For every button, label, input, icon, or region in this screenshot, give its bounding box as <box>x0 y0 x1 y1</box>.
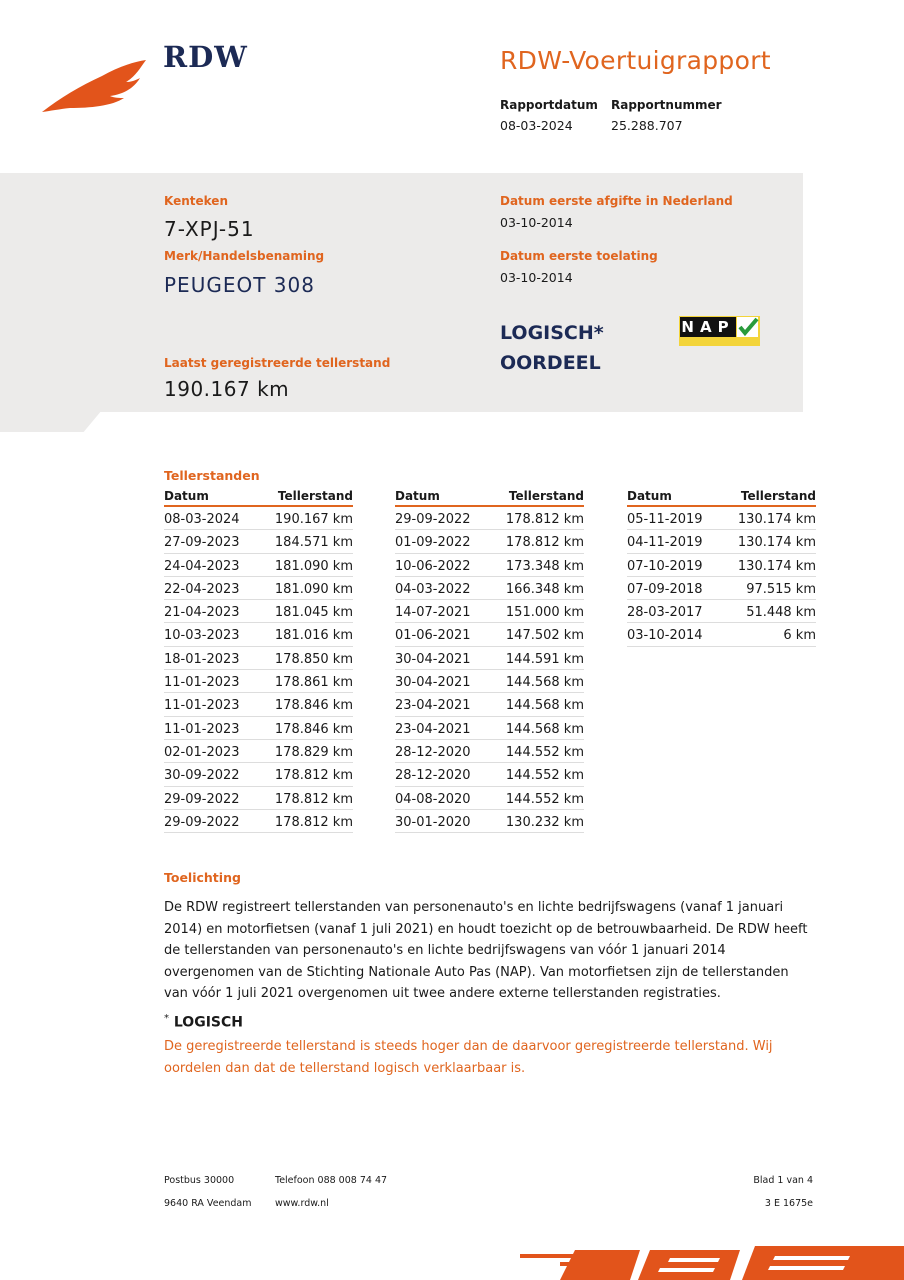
report-date-label: Rapportdatum <box>500 98 598 112</box>
row-date: 28-12-2020 <box>395 744 471 760</box>
row-reading: 190.167 km <box>274 512 353 527</box>
row-reading: 6 km <box>783 628 816 644</box>
row-date: 10-03-2023 <box>164 628 240 644</box>
explanation-text: De RDW registreert tellerstanden van personenauto's en lichte bedrijfswagens (vanaf 1 januari 2014) en motorfietsen (vanaf 1 juli 2021) en houdt toezicht op de betrouwbaarheid. De RDW heeft de tellerstanden van personenauto's en lichte bedrijfswagens van vóór 1 januari 2014 overgenomen van de Stichting Nationale Auto Pas (NAP). Van motorfietsen zijn de tellerstanden van vóór 1 juli 2021 overgenomen uit twee andere externe tellerstanden registraties. <box>164 900 808 1001</box>
table-body <box>164 507 353 833</box>
row-reading: 166.348 km <box>505 581 584 597</box>
row-reading: 181.016 km <box>274 628 353 644</box>
row-reading: 178.812 km <box>505 535 584 551</box>
col-reading-header: Tellerstand <box>508 489 584 503</box>
row-reading: 178.812 km <box>274 768 353 784</box>
plate-label: Kenteken <box>164 194 228 208</box>
first-admission-label: Datum eerste toelating <box>500 249 658 263</box>
row-reading: 178.846 km <box>274 721 353 737</box>
row-reading: 178.861 km <box>274 675 353 691</box>
table-row <box>164 693 353 716</box>
first-nl-date: 03-10-2014 <box>500 215 573 230</box>
row-reading: 184.571 km <box>274 535 353 551</box>
table-row <box>164 810 353 833</box>
row-date: 18-01-2023 <box>164 651 240 667</box>
row-reading: 51.448 km <box>746 605 816 621</box>
table-row <box>164 740 353 763</box>
row-reading: 178.812 km <box>505 512 584 527</box>
row-date: 28-12-2020 <box>395 768 471 784</box>
row-reading: 173.348 km <box>505 558 584 574</box>
table-row <box>395 693 584 716</box>
table-body <box>395 507 584 833</box>
table-row <box>164 623 353 646</box>
row-reading: 144.568 km <box>505 698 584 714</box>
table-row <box>395 507 584 530</box>
row-reading: 178.829 km <box>274 744 353 760</box>
row-reading: 178.812 km <box>274 791 353 807</box>
make-label: Merk/Handelsbenaming <box>164 249 325 263</box>
row-date: 22-04-2023 <box>164 581 240 597</box>
vehicle-make: PEUGEOT 308 <box>164 273 315 297</box>
row-reading: 178.850 km <box>274 651 353 667</box>
footer-code: 3 E 1675e <box>764 1198 813 1209</box>
table-row <box>164 577 353 600</box>
note-asterisk: * <box>164 1013 169 1024</box>
row-date: 21-04-2023 <box>164 605 240 621</box>
col-reading-header: Tellerstand <box>277 489 353 503</box>
col-reading-header: Tellerstand <box>740 489 816 503</box>
row-date: 07-10-2019 <box>627 558 703 574</box>
row-date: 30-04-2021 <box>395 675 471 691</box>
table-row <box>395 647 584 670</box>
row-date: 14-07-2021 <box>395 605 471 621</box>
nap-logo-text: NAP <box>681 318 735 336</box>
rdw-logo: RDW <box>163 40 248 74</box>
col-date-header: Datum <box>395 489 440 503</box>
table-row <box>164 717 353 740</box>
row-date: 23-04-2021 <box>395 698 471 714</box>
row-reading: 144.568 km <box>505 675 584 691</box>
table-row <box>627 600 816 623</box>
row-reading: 178.812 km <box>274 814 353 830</box>
table-row <box>395 554 584 577</box>
table-header <box>627 489 816 507</box>
table-row <box>395 530 584 553</box>
first-admission-date: 03-10-2014 <box>500 270 573 285</box>
row-date: 30-01-2020 <box>395 814 471 830</box>
note-heading <box>164 1013 243 1031</box>
row-date: 24-04-2023 <box>164 558 240 574</box>
row-date: 11-01-2023 <box>164 698 240 714</box>
table-row <box>395 600 584 623</box>
row-date: 01-09-2022 <box>395 535 471 551</box>
row-reading: 144.552 km <box>505 768 584 784</box>
row-reading: 147.502 km <box>505 628 584 644</box>
row-reading: 178.846 km <box>274 698 353 714</box>
table-row <box>627 530 816 553</box>
row-date: 30-04-2021 <box>395 651 471 667</box>
row-reading: 130.174 km <box>737 558 816 574</box>
row-reading: 130.174 km <box>737 535 816 551</box>
row-reading: 181.045 km <box>274 605 353 621</box>
first-nl-label: Datum eerste afgifte in Nederland <box>500 194 733 208</box>
row-reading: 130.232 km <box>505 814 584 830</box>
row-date: 29-09-2022 <box>164 791 240 807</box>
table-row <box>395 717 584 740</box>
row-date: 03-10-2014 <box>627 628 703 644</box>
last-odometer-value: 190.167 km <box>164 377 290 401</box>
table-row <box>164 763 353 786</box>
note-title: LOGISCH <box>173 1014 243 1031</box>
explanation-title: Toelichting <box>164 870 241 885</box>
col-date-header: Datum <box>627 489 672 503</box>
row-reading: 144.552 km <box>505 744 584 760</box>
odometer-table-1 <box>164 489 353 833</box>
table-row <box>395 787 584 810</box>
report-title: RDW-Voertuigrapport <box>500 46 771 75</box>
row-date: 11-01-2023 <box>164 721 240 737</box>
odometer-table-3 <box>627 489 816 647</box>
verdict-line-2: OORDEEL <box>500 352 601 374</box>
table-row <box>164 787 353 810</box>
row-date: 27-09-2023 <box>164 535 240 551</box>
table-row <box>164 530 353 553</box>
row-reading: 151.000 km <box>505 605 584 621</box>
row-date: 28-03-2017 <box>627 605 703 621</box>
nap-logo-box <box>680 317 736 337</box>
row-date: 10-06-2022 <box>395 558 471 574</box>
report-date: 08-03-2024 <box>500 118 573 133</box>
panel-tab-decoration <box>0 410 102 432</box>
check-icon <box>737 316 759 338</box>
table-row <box>164 670 353 693</box>
table-row <box>395 577 584 600</box>
license-plate: 7-XPJ-51 <box>164 217 255 241</box>
table-header <box>395 489 584 507</box>
row-date: 04-08-2020 <box>395 791 471 807</box>
row-reading: 97.515 km <box>746 581 816 597</box>
row-date: 30-09-2022 <box>164 768 240 784</box>
row-reading: 130.174 km <box>737 512 816 527</box>
table-row <box>627 507 816 530</box>
row-reading: 181.090 km <box>274 581 353 597</box>
row-reading: 181.090 km <box>274 558 353 574</box>
odometer-section-title: Tellerstanden <box>164 468 260 483</box>
row-reading: 144.568 km <box>505 721 584 737</box>
row-date: 02-01-2023 <box>164 744 240 760</box>
table-row <box>164 600 353 623</box>
table-row <box>627 623 816 646</box>
table-header <box>164 489 353 507</box>
row-reading: 144.552 km <box>505 791 584 807</box>
table-row <box>395 670 584 693</box>
vehicle-summary-panel <box>0 173 803 412</box>
table-row <box>627 554 816 577</box>
row-date: 05-11-2019 <box>627 512 703 527</box>
footer-phone: Telefoon 088 008 74 47 <box>275 1175 388 1186</box>
col-date-header: Datum <box>164 489 209 503</box>
table-row <box>395 763 584 786</box>
footer-address-2: 9640 RA Veendam <box>164 1198 252 1209</box>
row-date: 07-09-2018 <box>627 581 703 597</box>
report-number-label: Rapportnummer <box>611 98 722 112</box>
odometer-table-2 <box>395 489 584 833</box>
verdict-line-1: LOGISCH* <box>500 322 604 344</box>
table-row <box>395 740 584 763</box>
table-row <box>164 554 353 577</box>
report-number: 25.288.707 <box>611 118 683 133</box>
last-odometer-label: Laatst geregistreerde tellerstand <box>164 356 391 370</box>
table-row <box>395 810 584 833</box>
note-text: De geregistreerde tellerstand is steeds hoger dan de daarvoor geregistreerde tellerstand. Wij oordelen dan dat de tellerstand logisch verklaarbaar is. <box>164 1039 773 1076</box>
row-date: 08-03-2024 <box>164 512 240 527</box>
table-row <box>395 623 584 646</box>
table-row <box>164 647 353 670</box>
row-date: 29-09-2022 <box>164 814 240 830</box>
footer-address-1: Postbus 30000 <box>164 1175 235 1186</box>
footer-page-number: Blad 1 van 4 <box>753 1175 813 1186</box>
row-date: 01-06-2021 <box>395 628 471 644</box>
table-row <box>164 507 353 530</box>
row-date: 04-11-2019 <box>627 535 703 551</box>
table-row <box>627 577 816 600</box>
rdw-logo-feather-icon <box>40 58 148 114</box>
row-reading: 144.591 km <box>505 651 584 667</box>
row-date: 04-03-2022 <box>395 581 471 597</box>
nap-logo <box>679 316 760 346</box>
row-date: 23-04-2021 <box>395 721 471 737</box>
table-body <box>627 507 816 647</box>
row-date: 11-01-2023 <box>164 675 240 691</box>
row-date: 29-09-2022 <box>395 512 471 527</box>
footer-website[interactable]: www.rdw.nl <box>275 1198 329 1209</box>
footer-stripe-decoration <box>520 1244 904 1280</box>
